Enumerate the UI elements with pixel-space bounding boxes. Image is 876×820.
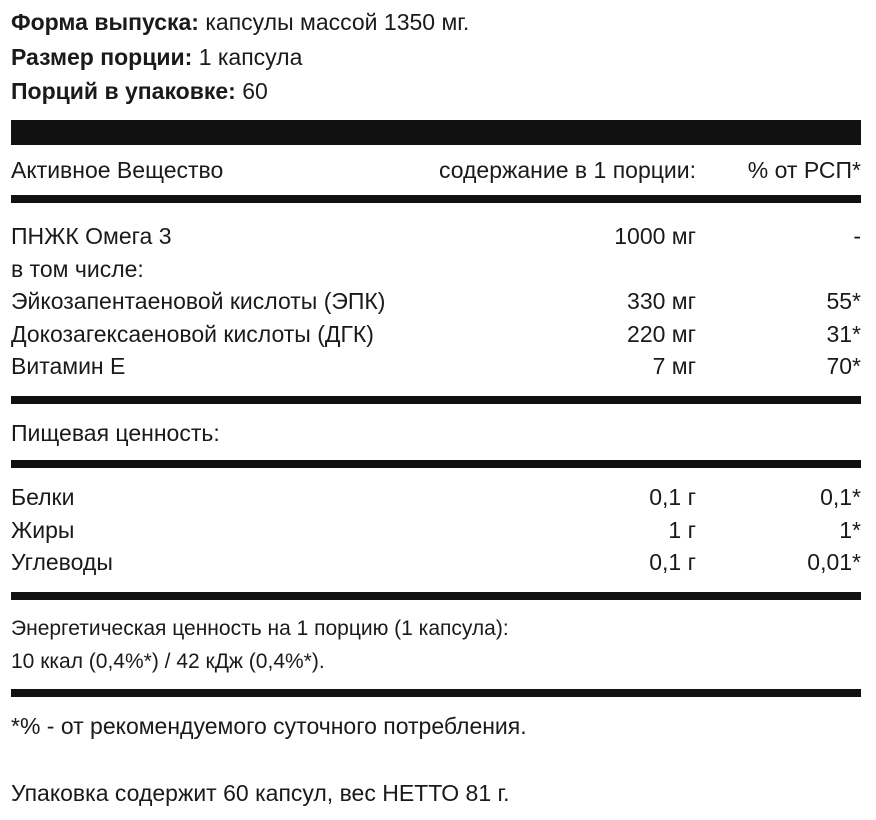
serving-line (11, 42, 302, 72)
row-name: Углеводы (11, 549, 113, 575)
row-amount: 220 мг (627, 321, 696, 347)
table-row (11, 285, 861, 317)
row-name: ПНЖК Омега 3 (11, 223, 172, 249)
row-amount: 7 мг (652, 353, 696, 379)
row-amount: 1 г (668, 517, 696, 543)
row-rda: 0,01* (807, 549, 861, 575)
servings-value: 60 (242, 78, 268, 104)
column-header-row (11, 154, 861, 186)
column-divider (11, 195, 861, 203)
energy-line-2: 10 ккал (0,4%*) / 42 кДж (0,4%*). (11, 650, 325, 673)
row-name: в том числе: (11, 256, 144, 282)
row-name: Докозагексаеновой кислоты (ДГК) (11, 321, 374, 347)
row-rda: - (853, 223, 861, 249)
footnote-divider (11, 689, 861, 697)
row-rda: 70* (826, 353, 861, 379)
row-rda: 1* (839, 517, 861, 543)
footnote: *% - от рекомендуемого суточного потребления. (11, 713, 527, 739)
row-name: Жиры (11, 517, 75, 543)
row-amount: 1000 мг (614, 223, 696, 249)
energy-divider (11, 592, 861, 600)
row-rda: 0,1* (820, 484, 861, 510)
table-row (11, 514, 861, 546)
table-row (11, 350, 861, 382)
nutrition-divider (11, 460, 861, 468)
table-row (11, 318, 861, 350)
row-amount: 330 мг (627, 288, 696, 314)
nutrition-title: Пищевая ценность: (11, 420, 220, 446)
header-divider (11, 120, 861, 145)
table-row (11, 220, 861, 252)
row-name: Эйкозапентаеновой кислоты (ЭПК) (11, 288, 386, 314)
package-note: Упаковка содержит 60 капсул, вес НЕТТО 81 г. (11, 780, 510, 806)
table-row (11, 253, 861, 285)
form-value: капсулы массой 1350 мг. (205, 9, 470, 35)
form-label: Форма выпуска: (11, 9, 199, 35)
form-line (11, 7, 469, 37)
row-rda: 55* (826, 288, 861, 314)
table-row (11, 481, 861, 513)
section-divider (11, 396, 861, 404)
column-amount-header: содержание в 1 порции: (438, 157, 696, 183)
energy-line-1: Энергетическая ценность на 1 порцию (1 капсула): (11, 617, 509, 640)
row-amount: 0,1 г (649, 484, 696, 510)
serving-value: 1 капсула (198, 44, 303, 70)
row-name: Витамин Е (11, 353, 126, 379)
servings-line (11, 76, 268, 106)
column-name-header: Активное Вещество (11, 157, 224, 183)
serving-label: Размер порции: (11, 44, 193, 70)
column-rda-header: % от РСП* (747, 157, 861, 183)
table-row (11, 546, 861, 578)
row-name: Белки (11, 484, 75, 510)
row-rda: 31* (826, 321, 861, 347)
servings-label: Порций в упаковке: (11, 78, 236, 104)
row-amount: 0,1 г (649, 549, 696, 575)
